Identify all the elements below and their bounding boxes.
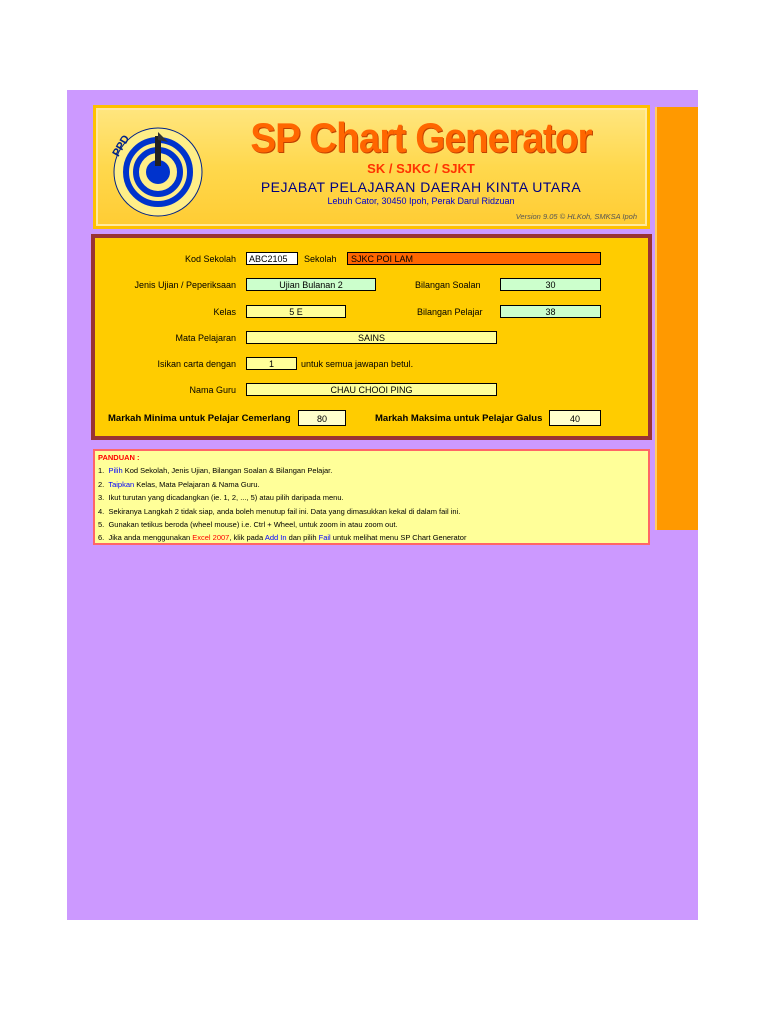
header-banner (93, 105, 650, 229)
jenis-ujian-label: Jenis Ujian / Peperiksaan (134, 280, 236, 290)
markah-minima-label: Markah Minima untuk Pelajar Cemerlang (108, 413, 291, 424)
nama-guru-label: Nama Guru (189, 385, 236, 395)
isikan-field[interactable]: 1 (246, 357, 297, 370)
settings-form (91, 234, 652, 440)
kelas-field[interactable]: 5 E (246, 305, 346, 318)
school-type-subtitle: SK / SJKC / SJKT (367, 161, 475, 176)
mata-pelajaran-field[interactable]: SAINS (246, 331, 497, 344)
side-panel (655, 107, 698, 530)
isikan-suffix: untuk semua jawapan betul. (301, 359, 414, 369)
ppd-logo (108, 122, 208, 222)
kod-sekolah-field[interactable]: ABC2105 (246, 252, 298, 265)
app-title: SP Chart Generator (250, 114, 592, 161)
sekolah-label: Sekolah (304, 254, 337, 264)
guide-line-1: 1. Pilih Kod Sekolah, Jenis Ujian, Bilangan Soalan & Bilangan Pelajar. (98, 466, 333, 476)
logo-text: PPD (110, 133, 133, 159)
bilangan-soalan-label: Bilangan Soalan (415, 280, 481, 290)
kod-sekolah-label: Kod Sekolah (184, 254, 236, 264)
bilangan-soalan-field[interactable]: 30 (500, 278, 601, 291)
guide-line-5: 5. Gunakan tetikus beroda (wheel mouse) i.e. Ctrl + Wheel, untuk zoom in atau zoom out. (98, 520, 398, 530)
kelas-label: Kelas (213, 307, 236, 317)
guide-panel (93, 449, 650, 545)
markah-minima-field[interactable]: 80 (298, 410, 346, 426)
sekolah-field[interactable]: SJKC POI LAM (347, 252, 601, 265)
mata-pelajaran-label: Mata Pelajaran (175, 333, 236, 343)
guide-line-4: 4. Sekiranya Langkah 2 tidak siap, anda boleh menutup fail ini. Data yang dimasukkan kekal di dalam fail ini. (98, 506, 461, 516)
office-address: Lebuh Cator, 30450 Ipoh, Perak Darul Ridzuan (327, 196, 515, 206)
guide-line-2: 2. Taipkan Kelas, Mata Pelajaran & Nama Guru. (98, 479, 260, 489)
markah-maksima-field[interactable]: 40 (549, 410, 601, 426)
office-name: PEJABAT PELAJARAN DAERAH KINTA UTARA (260, 179, 582, 195)
guide-title: PANDUAN : (98, 453, 140, 462)
bilangan-pelajar-label: Bilangan Pelajar (417, 307, 483, 317)
bilangan-pelajar-field[interactable]: 38 (500, 305, 601, 318)
markah-maksima-label: Markah Maksima untuk Pelajar Galus (375, 413, 543, 424)
isikan-label: Isikan carta dengan (157, 359, 236, 369)
guide-line-6: 6. Jika anda menggunakan Excel 2007, klik pada Add In dan pilih Fail untuk melihat menu SP Chart Generator (98, 533, 467, 543)
nama-guru-field[interactable]: CHAU CHOOI PING (246, 383, 497, 396)
guide-line-3: 3. Ikut turutan yang dicadangkan (ie. 1, 2, ..., 5) atau pilih daripada menu. (98, 493, 344, 503)
version-text: Version 9.05 © HLKoh, SMKSA Ipoh (515, 212, 637, 221)
jenis-ujian-field[interactable]: Ujian Bulanan 2 (246, 278, 376, 291)
